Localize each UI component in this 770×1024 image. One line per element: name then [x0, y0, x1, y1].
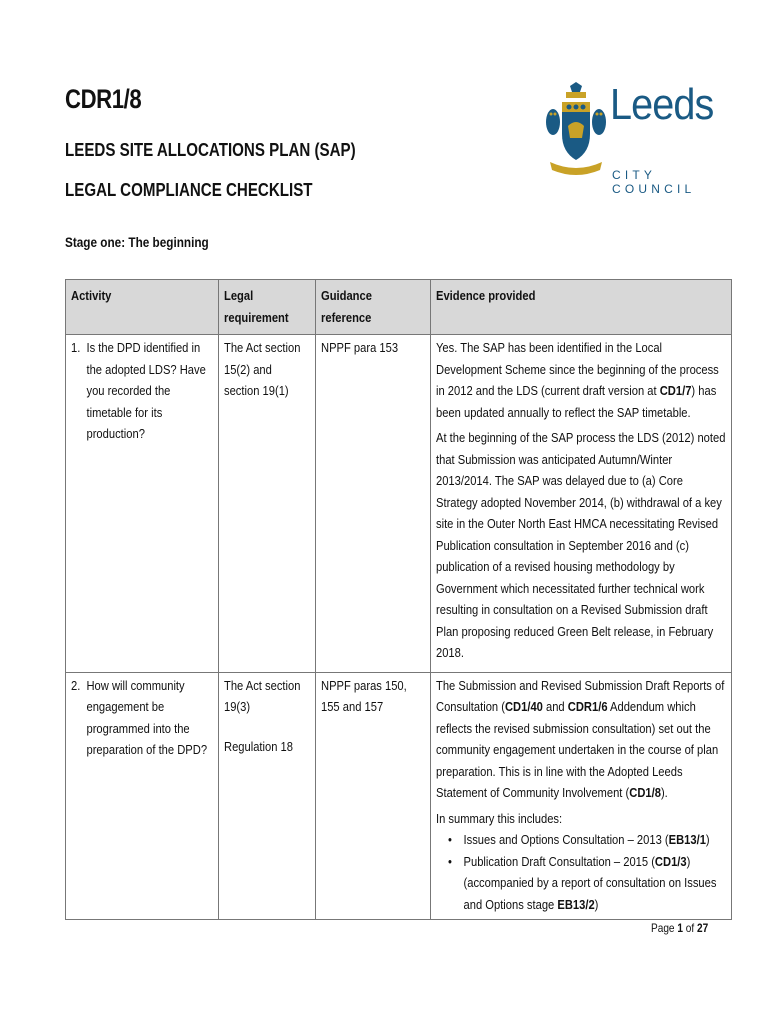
stage-heading: Stage one: The beginning [65, 234, 209, 250]
item-number: 1. [71, 340, 81, 355]
evidence-paragraph: The Submission and Revised Submission Draft Reports of Consultation (CD1/40 and CDR1/6 Addendum which reflects the revised submission consultation) set out the community engagement undertaken in the course of plan preparation. This is in line with the Adopted Leeds Statement of Community Involvement (CD1/8). [435, 677, 724, 800]
legal-requirement-text: The Act section 19(3) [223, 677, 301, 714]
activity-text: Is the DPD identified in the adopted LDS? Have you recorded the timetable for its production? [86, 340, 206, 441]
evidence-paragraph: Yes. The SAP has been identified in the Local Development Scheme since the beginning of the process in 2012 and the LDS (current draft version at CD1/7) has been updated annually to reflect the SAP timetable. [435, 340, 719, 420]
guidance-reference-cell [315, 335, 430, 673]
legal-compliance-table [65, 279, 732, 920]
evidence-cell [430, 672, 731, 920]
bullet-icon: • [447, 832, 452, 847]
list-item: • Issues and Options Consultation – 2013 (EB13/1) [448, 829, 726, 851]
table-row [66, 672, 732, 920]
evidence-bullet-list [448, 829, 726, 915]
document-reference: CD1/8 [628, 785, 661, 800]
column-header-legal-requirement: Legal requirement [218, 280, 315, 335]
activity-cell [66, 672, 219, 920]
column-header-guidance-reference: Guidance reference [315, 280, 430, 335]
evidence-paragraph: At the beginning of the SAP process the LDS (2012) noted that Submission was anticipated Autumn/Winter 2013/2014. The SAP was delayed due to (a) Core Strategy adopted November 2014, (b) withdrawal of a key site in the Outer North East HMCA necessitating Revised Publication consultation in September 2016 and (c) publication of a revised housing methodology by Government which necessitated further technical work resulting in consultation on a Revised Submission draft Plan proposing reduced Green Belt release, in February 2018. [435, 430, 726, 660]
evidence-paragraph: In summary this includes: [435, 810, 562, 826]
legal-requirement-cell [218, 672, 315, 920]
logo-wordmark: Leeds [610, 80, 714, 129]
column-header-activity: Activity [66, 280, 219, 335]
document-reference: EB13/2 [556, 896, 595, 912]
activity-cell [66, 335, 219, 673]
item-number: 2. [71, 677, 81, 693]
table-header-row [66, 280, 732, 335]
leeds-coat-of-arms-icon [544, 82, 608, 182]
activity-text: How will community engagement be programmed into the preparation of the DPD? [86, 677, 208, 757]
page-number: Page 1 of 27 [651, 921, 709, 935]
document-reference: CDR1/6 [567, 699, 608, 714]
document-reference: CD1/7 [659, 383, 692, 398]
guidance-reference-cell [315, 672, 430, 920]
column-header-evidence-provided: Evidence provided [430, 280, 731, 335]
leeds-city-council-logo [544, 80, 734, 196]
document-reference: EB13/1 [668, 832, 706, 847]
logo-subtitle: CITY COUNCIL [612, 168, 696, 196]
guidance-reference-text: NPPF para 153 [320, 340, 398, 355]
document-reference: CD1/3 [654, 853, 687, 869]
guidance-reference-text: NPPF paras 150, 155 and 157 [320, 677, 407, 714]
list-item: • Publication Draft Consultation – 2015 (CD1/3) (accompanied by a report of consultation on Issues and Options stage EB13/2) [448, 851, 726, 916]
table-row [66, 335, 732, 673]
document-title: LEEDS SITE ALLOCATIONS PLAN (SAP) [65, 140, 356, 160]
bullet-icon: • [447, 853, 452, 869]
document-reference: CD1/40 [504, 699, 543, 714]
legal-requirement-regulation: Regulation 18 [223, 738, 293, 754]
document-subtitle: LEGAL COMPLIANCE CHECKLIST [65, 180, 313, 200]
evidence-cell [430, 335, 731, 673]
legal-requirement-cell [218, 335, 315, 673]
document-code: CDR1/8 [65, 84, 142, 114]
legal-requirement-text: The Act section 15(2) and section 19(1) [223, 340, 301, 398]
